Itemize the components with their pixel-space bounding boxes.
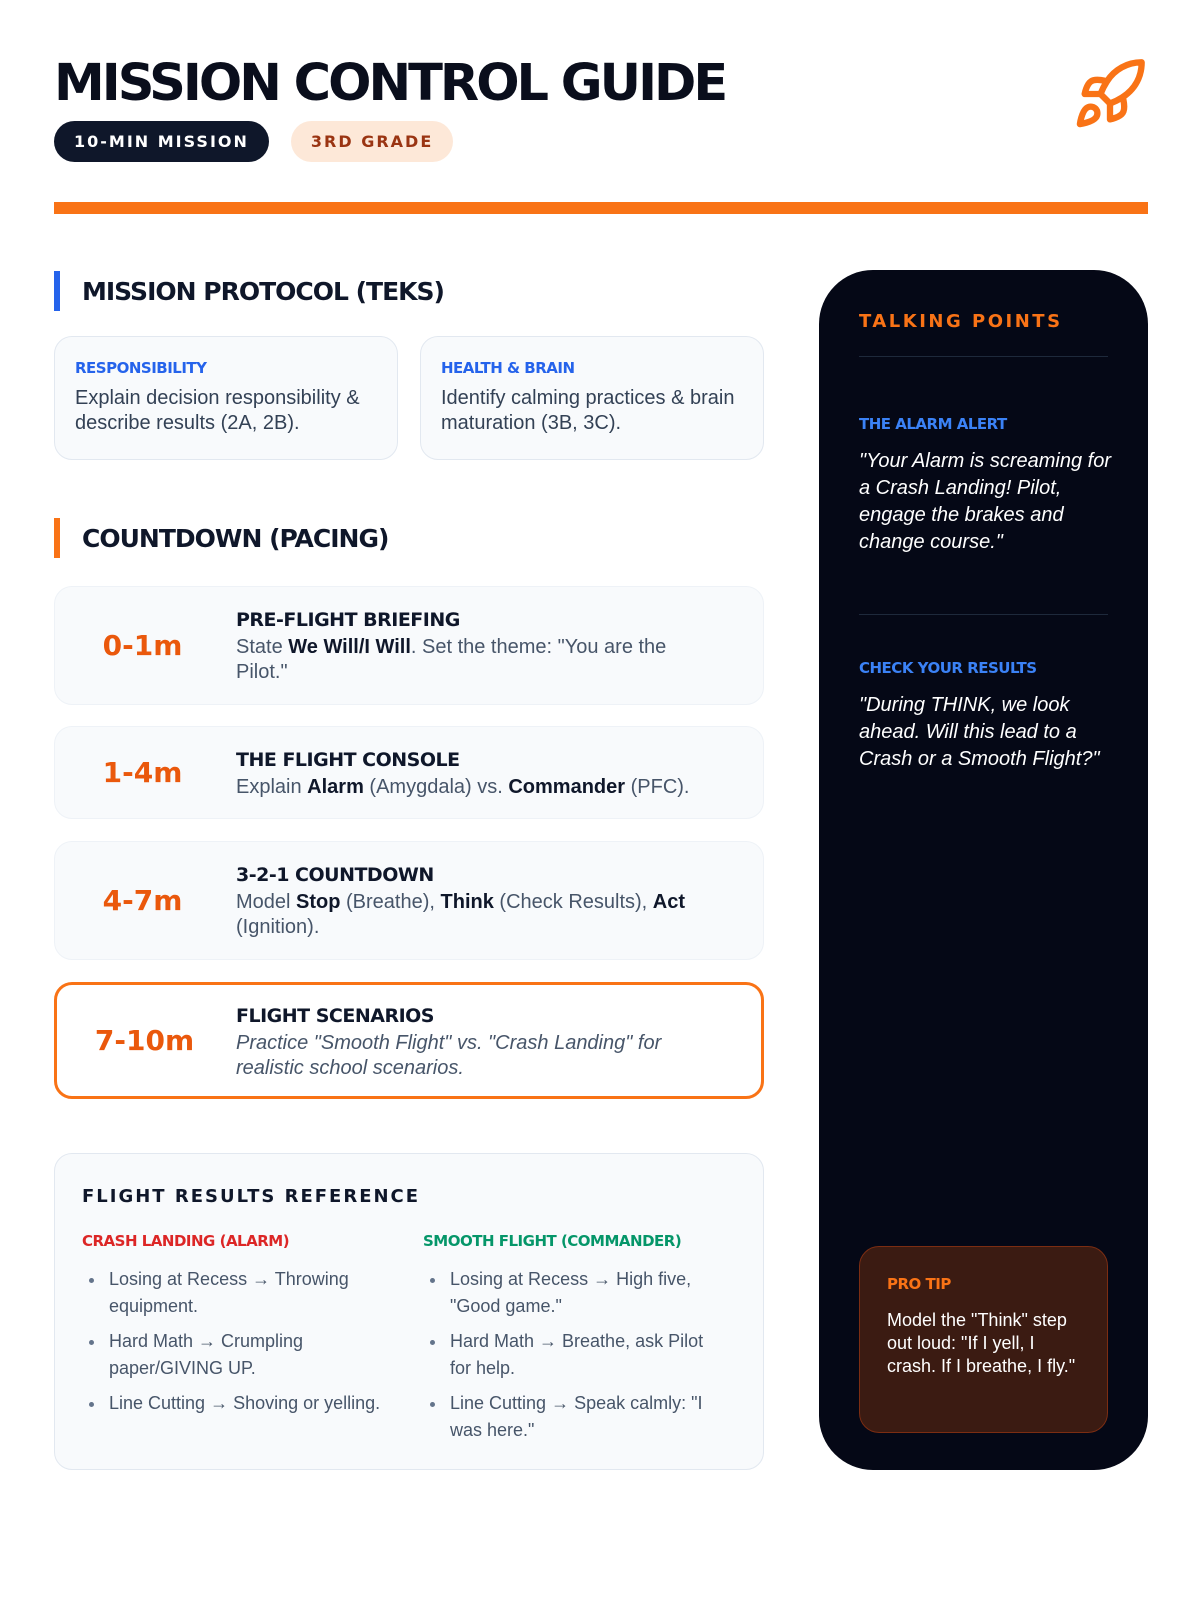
page-title: MISSION CONTROL GUIDE [54,54,726,113]
pacing-row-briefing [54,586,764,705]
teks-heading-text: MISSION PROTOCOL (TEKS) [82,276,444,306]
badge-group [54,121,453,162]
teks-card-body: Explain decision responsibility & describe results (2A, 2B). [75,387,360,434]
smooth-flight-heading: SMOOTH FLIGHT (COMMANDER) [423,1232,682,1250]
pacing-heading [54,518,388,558]
pacing-time: 1-4m [102,756,183,789]
rocket-icon [1072,56,1148,132]
heading-accent-bar [54,518,60,558]
pacing-description: Model Stop (Breathe), Think (Check Results), Act (Ignition). [236,891,686,938]
header-divider [54,202,1148,214]
list-item: Losing at Recess → Throwing equipment. [82,1266,382,1320]
pro-tip-body: Model the "Think" step out loud: "If I yell, I crash. If I breathe, I fly." [887,1310,1076,1376]
pacing-title: THE FLIGHT CONSOLE [236,749,460,771]
pacing-time: 7-10m [94,1024,195,1057]
pacing-row-countdown [54,841,764,960]
divider [859,614,1108,615]
list-item: Hard Math → Breathe, ask Pilot for help. [423,1328,723,1382]
pacing-title: 3-2-1 COUNTDOWN [236,864,434,886]
talking-point-quote: "Your Alarm is screaming for a Crash Landing! Pilot, engage the brakes and change course." [859,450,1111,553]
pacing-description: State We Will/I Will. Set the theme: "You are the Pilot." [236,636,667,683]
teks-card-responsibility [54,336,398,460]
talking-point-quote: "During THINK, we look ahead. Will this lead to a Crash or a Smooth Flight?" [859,694,1100,770]
grade-badge: 3RD GRADE [291,121,453,162]
duration-badge: 10-MIN MISSION [54,121,269,162]
teks-card-label: HEALTH & BRAIN [441,359,575,377]
list-item: Hard Math → Crumpling paper/GIVING UP. [82,1328,382,1382]
reference-title: FLIGHT RESULTS REFERENCE [82,1186,421,1207]
talking-point-label: THE ALARM ALERT [859,415,1007,433]
smooth-flight-column [423,1232,723,1452]
pacing-description: Practice "Smooth Flight" vs. "Crash Landing" for realistic school scenarios. [236,1032,662,1079]
crash-landing-heading: CRASH LANDING (ALARM) [82,1232,290,1250]
teks-card-label: RESPONSIBILITY [75,359,207,377]
talking-points-panel [819,270,1148,1470]
talking-points-heading: TALKING POINTS [859,311,1063,332]
pacing-time: 0-1m [102,629,183,662]
pacing-title: PRE-FLIGHT BRIEFING [236,609,460,631]
crash-landing-column [82,1232,382,1425]
heading-accent-bar [54,271,60,311]
talking-point-label: CHECK YOUR RESULTS [859,659,1037,677]
pacing-row-scenarios [54,982,764,1099]
list-item: Losing at Recess → High five, "Good game." [423,1266,723,1320]
list-item: Line Cutting → Shoving or yelling. [82,1390,382,1417]
teks-card-health-brain [420,336,764,460]
list-item: Line Cutting → Speak calmly: "I was here." [423,1390,723,1444]
teks-heading [54,271,444,311]
pacing-description: Explain Alarm (Amygdala) vs. Commander (PFC). [236,776,690,798]
pacing-row-console [54,726,764,819]
pacing-title: FLIGHT SCENARIOS [236,1005,434,1027]
pacing-time: 4-7m [102,884,183,917]
divider [859,356,1108,357]
pacing-heading-text: COUNTDOWN (PACING) [82,523,389,553]
guide-page [54,0,1148,1600]
results-reference [54,1153,764,1470]
pro-tip-label: PRO TIP [887,1275,951,1293]
teks-card-body: Identify calming practices & brain maturation (3B, 3C). [441,387,735,434]
pro-tip-box [859,1246,1108,1433]
